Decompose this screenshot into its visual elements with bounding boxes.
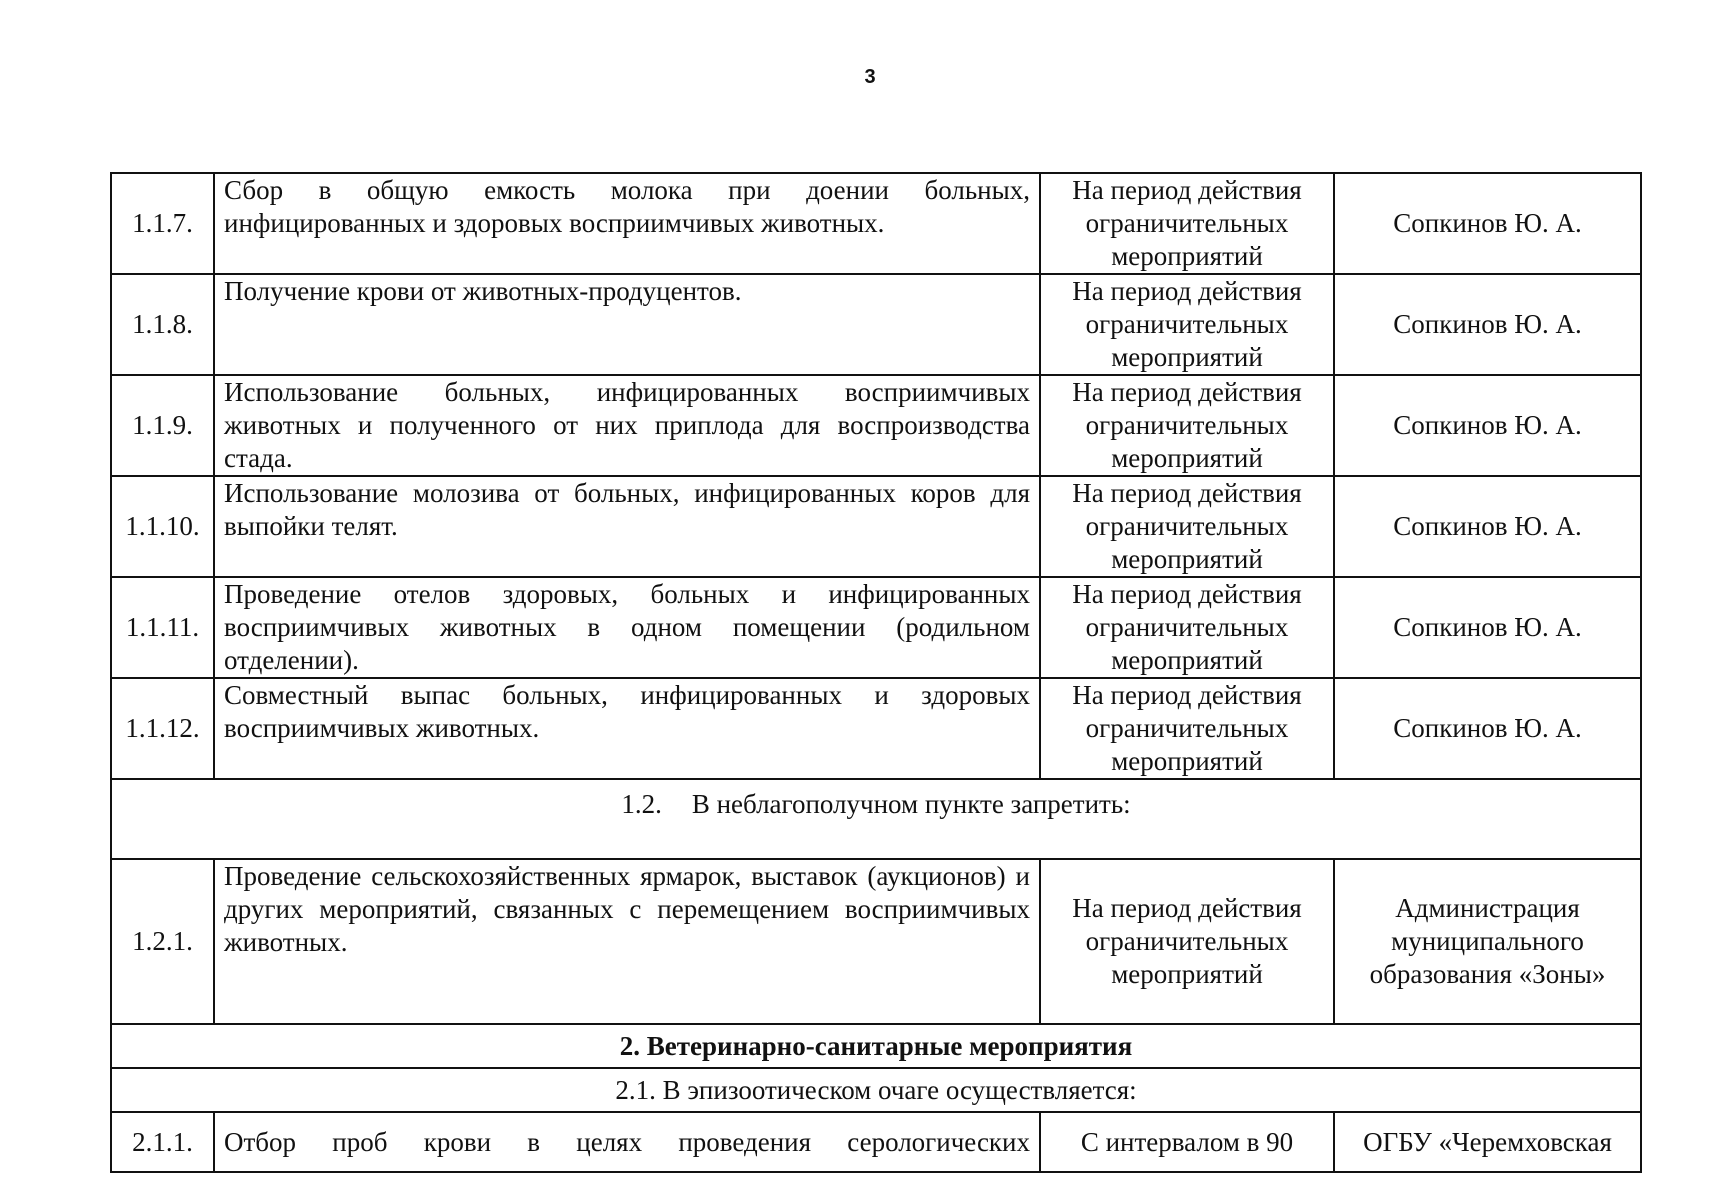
item-number: 1.1.9. [111, 375, 214, 476]
item-description: Получение крови от животных-продуцентов. [214, 274, 1040, 375]
item-responsible: Сопкинов Ю. А. [1334, 274, 1641, 375]
item-term: На период действия ограничительных мероприятий [1040, 859, 1334, 1024]
item-responsible: Администрация муниципального образования «Зоны» [1334, 859, 1641, 1024]
item-term: С интервалом в 90 [1040, 1112, 1334, 1172]
table-row [111, 476, 1641, 577]
item-number: 1.1.7. [111, 173, 214, 274]
table-row [111, 274, 1641, 375]
table-row [111, 577, 1641, 678]
item-term: На период действия ограничительных мероприятий [1040, 577, 1334, 678]
item-term: На период действия ограничительных мероприятий [1040, 274, 1334, 375]
item-description: Проведение отелов здоровых, больных и инфицированных восприимчивых животных в одном помещении (родильном отделении). [214, 577, 1040, 678]
item-description: Отбор проб крови в целях проведения серологических [214, 1112, 1040, 1172]
subsection-heading: 2.1. В эпизоотическом очаге осуществляется: [111, 1068, 1641, 1112]
subsection-heading-row [111, 1068, 1641, 1112]
item-responsible: ОГБУ «Черемховская [1334, 1112, 1641, 1172]
item-number: 1.1.8. [111, 274, 214, 375]
table-row [111, 859, 1641, 1024]
section-heading: 2. Ветеринарно-санитарные мероприятия [111, 1024, 1641, 1068]
subsection-title: В неблагополучном пункте запретить: [691, 789, 1131, 819]
item-description: Проведение сельскохозяйственных ярмарок, выставок (аукционов) и других мероприятий, связанных с перемещением восприимчивых животных. [214, 859, 1040, 1024]
item-description: Использование молозива от больных, инфицированных коров для выпойки телят. [214, 476, 1040, 577]
table-row [111, 173, 1641, 274]
item-number: 2.1.1. [111, 1112, 214, 1172]
item-term: На период действия ограничительных мероприятий [1040, 476, 1334, 577]
item-responsible: Сопкинов Ю. А. [1334, 678, 1641, 779]
item-responsible: Сопкинов Ю. А. [1334, 476, 1641, 577]
subsection-heading [111, 779, 1641, 859]
item-number: 1.1.10. [111, 476, 214, 577]
item-term: На период действия ограничительных мероприятий [1040, 678, 1334, 779]
table-row [111, 678, 1641, 779]
subsection-heading-row [111, 779, 1641, 859]
item-number: 1.1.12. [111, 678, 214, 779]
table-row [111, 1112, 1641, 1172]
section-heading-row [111, 1024, 1641, 1068]
item-term: На период действия ограничительных мероприятий [1040, 173, 1334, 274]
item-responsible: Сопкинов Ю. А. [1334, 375, 1641, 476]
subsection-number: 1.2. [621, 789, 662, 819]
item-description: Сбор в общую емкость молока при доении больных, инфицированных и здоровых восприимчивых животных. [214, 173, 1040, 274]
item-description: Совместный выпас больных, инфицированных и здоровых восприимчивых животных. [214, 678, 1040, 779]
item-number: 1.1.11. [111, 577, 214, 678]
table-row [111, 375, 1641, 476]
item-description: Использование больных, инфицированных восприимчивых животных и полученного от них приплода для воспроизводства стада. [214, 375, 1040, 476]
item-responsible: Сопкинов Ю. А. [1334, 577, 1641, 678]
measures-table [110, 172, 1642, 1173]
item-responsible: Сопкинов Ю. А. [1334, 173, 1641, 274]
page-number: 3 [864, 66, 876, 88]
item-term: На период действия ограничительных мероприятий [1040, 375, 1334, 476]
item-number: 1.2.1. [111, 859, 214, 1024]
